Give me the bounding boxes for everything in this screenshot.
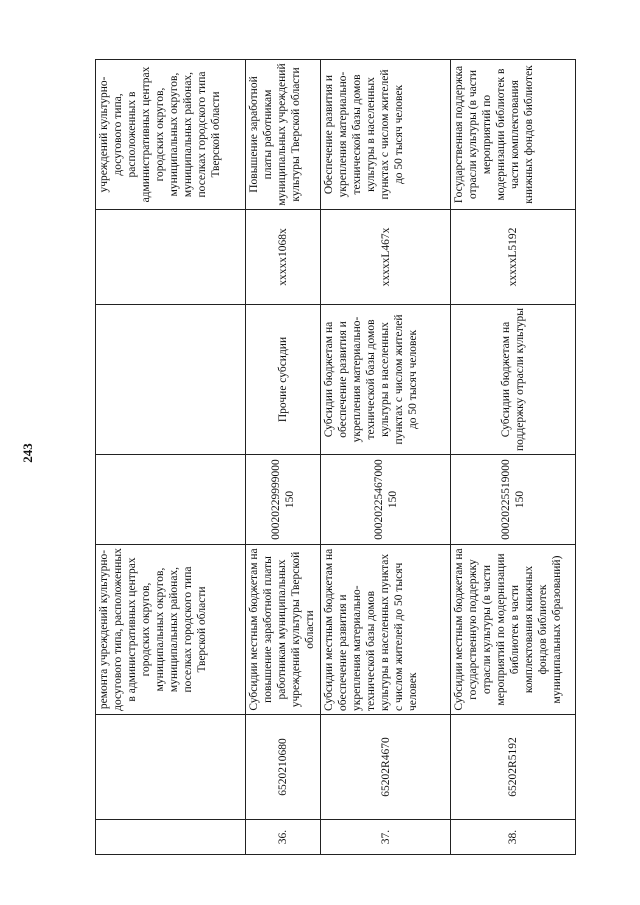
subsidy-name: Субсидии местным бюджетам на обеспечение развития и укрепления материально-технической базы домов культуры в населенных пунктах с числом жителей до 50 тысяч человек (321, 545, 451, 715)
subsidy-name: ремонта учреждений культурно-досугового типа, расположенных в административных центрах городских округов, муниципальных округов, муниципальных районах, поселках городского типа Тверской области (96, 545, 246, 715)
table-row (451, 60, 576, 855)
kbk-code: 00020225467000 150 (321, 455, 451, 545)
target-code: xxxxxL467x (321, 210, 451, 305)
purpose: учреждений культурно-досугового типа, расположенных в административных центрах городских округов, муниципальных округов, муниципальных районах, поселках городского типа Тверской области (96, 60, 246, 210)
kbk-name: Субсидии бюджетам на поддержку отрасли культуры (451, 305, 576, 455)
subsidy-name: Субсидии местным бюджетам на повышение заработной платы работникам муниципальных учреждений культуры Тверской области (246, 545, 321, 715)
kbk-code: 00020229999000 150 (246, 455, 321, 545)
page-number: 243 (20, 443, 35, 463)
table-row (246, 60, 321, 855)
rotated-table-wrapper (95, 60, 575, 855)
purpose: Государственная поддержка отрасли культуры (в части мероприятий по модернизации библиотек в части комплектования книжных фондов библиотек (451, 60, 576, 210)
code (96, 715, 246, 820)
kbk-name: Субсидии бюджетам на обеспечение развития и укрепления материально-технической базы домов культуры в населенных пунктах с числом жителей до 50 тысяч человек (321, 305, 451, 455)
purpose: Обеспечение развития и укрепления материально-технической базы домов культуры в населенных пунктах с числом жителей до 50 тысяч человек (321, 60, 451, 210)
row-number: 38. (451, 820, 576, 855)
purpose: Повышение заработной платы работникам муниципальных учреждений культуры Тверской области (246, 60, 321, 210)
row-number (96, 820, 246, 855)
row-number: 37. (321, 820, 451, 855)
table-row (321, 60, 451, 855)
code: 6520210680 (246, 715, 321, 820)
code: 65202R5192 (451, 715, 576, 820)
subsidy-name: Субсидии местным бюджетам на государственную поддержку отрасли культуры (в части мероприятий по модернизации библиотек в части комплектования книжных фондов библиотек муниципальных образований) (451, 545, 576, 715)
kbk-code (96, 455, 246, 545)
subsidies-table (95, 59, 576, 855)
target-code (96, 210, 246, 305)
kbk-name (96, 305, 246, 455)
target-code: xxxxx1068x (246, 210, 321, 305)
table-row (96, 60, 246, 855)
kbk-name: Прочие субсидии (246, 305, 321, 455)
row-number: 36. (246, 820, 321, 855)
target-code: xxxxxL5192 (451, 210, 576, 305)
code: 65202R4670 (321, 715, 451, 820)
kbk-code: 00020225519000 150 (451, 455, 576, 545)
